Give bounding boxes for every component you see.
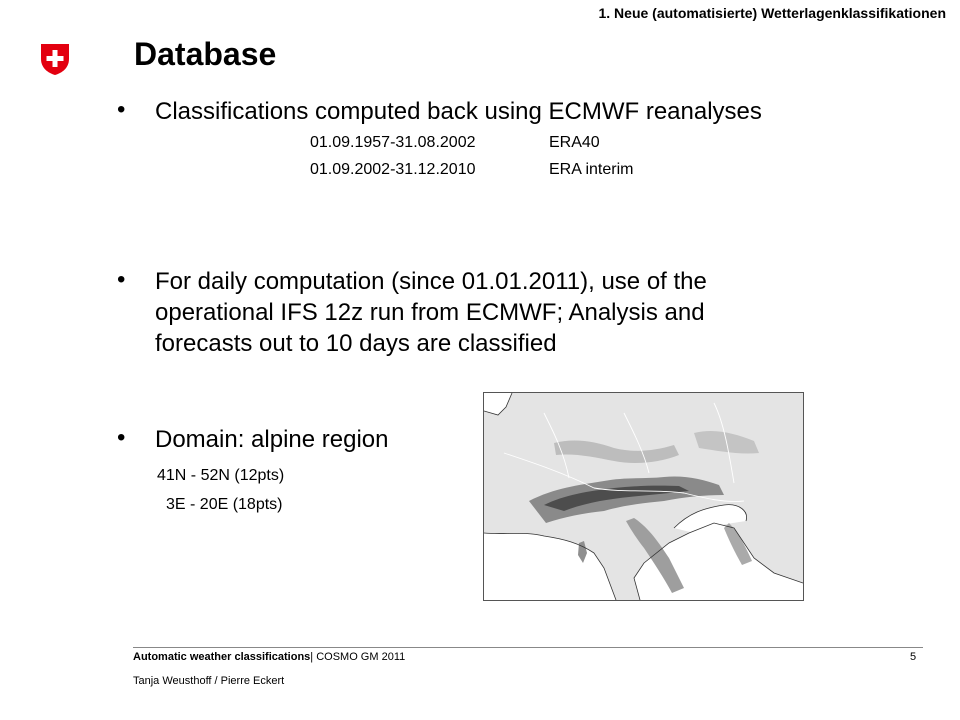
footer-authors: Tanja Weusthoff / Pierre Eckert — [133, 675, 285, 687]
reanalysis-row — [310, 161, 710, 181]
reanalysis-dataset: ERA40 — [549, 134, 600, 151]
swiss-cross-icon — [38, 42, 72, 76]
bullet-reanalyses — [117, 96, 877, 128]
header-section-title: 1. Neue (automatisierte) Wetterlagenklassifikationen — [598, 5, 946, 21]
bullet-dot: • — [117, 266, 126, 293]
bullet-dot: • — [117, 96, 126, 123]
footer-title — [133, 651, 405, 663]
alpine-region-map-icon — [483, 392, 804, 601]
footer-title-rest: | COSMO GM 2011 — [310, 651, 406, 663]
footer-divider — [133, 647, 923, 648]
bullet-text: Domain: alpine region — [155, 426, 389, 453]
reanalysis-row — [310, 134, 710, 154]
page-number: 5 — [910, 651, 917, 663]
slide-title: Database — [134, 36, 277, 72]
reanalysis-period: 01.09.2002-31.12.2010 — [310, 161, 476, 178]
footer-title-bold: Automatic weather classifications — [133, 651, 311, 663]
bullet-dot: • — [117, 424, 126, 451]
bullet-daily-computation — [117, 266, 817, 366]
reanalysis-period: 01.09.1957-31.08.2002 — [310, 134, 476, 151]
reanalysis-dataset: ERA interim — [549, 161, 634, 178]
bullet-domain — [117, 424, 477, 456]
domain-longitude: 3E - 20E (18pts) — [166, 496, 283, 513]
bullet-text: Classifications computed back using ECMWF reanalyses — [155, 98, 762, 125]
domain-latitude: 41N - 52N (12pts) — [157, 467, 285, 484]
bullet-text: For daily computation (since 01.01.2011), use of the operational IFS 12z run from ECMWF; Analysis and forecasts out to 10 days are classified — [155, 268, 707, 357]
